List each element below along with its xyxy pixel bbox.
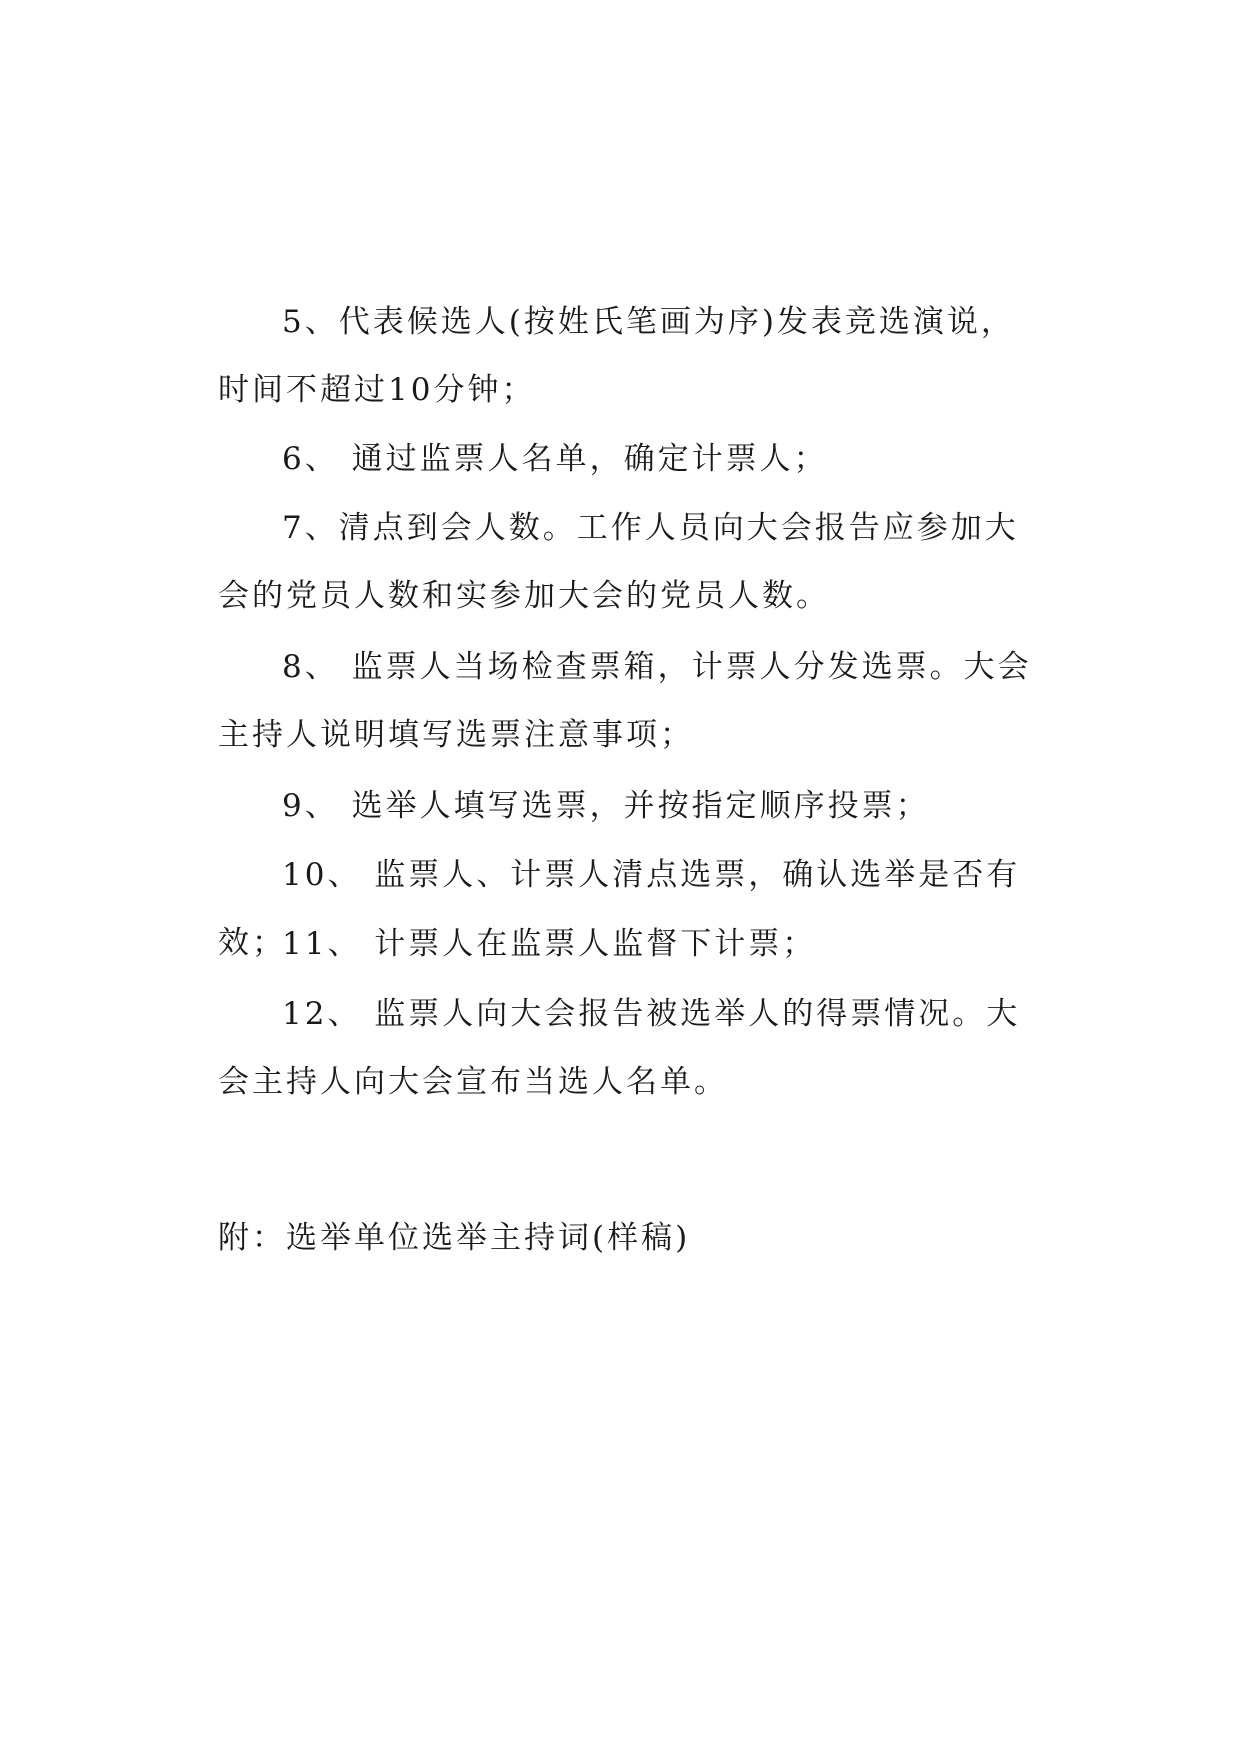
list-item: 12、 监票人向大会报告被选举人的得票情况。大会主持人向大会宣布当选人名单。	[218, 996, 1021, 1100]
appendix-note: 附：选举单位选举主持词(样稿)	[218, 1220, 691, 1256]
list-item: 5、代表候选人(按姓氏笔画为序)发表竞选演说，时间不超过10分钟；	[218, 304, 1015, 408]
list-item: 8、 监票人当场检查票箱，计票人分发选票。大会主持人说明填写选票注意事项；	[218, 649, 1032, 753]
list-item: 7、清点到会人数。工作人员向大会报告应参加大会的党员人数和实参加大会的党员人数。	[218, 510, 1019, 614]
list-item: 11、 计票人在监票人监督下计票；	[282, 926, 817, 962]
list-item: 6、 通过监票人名单，确定计票人；	[282, 441, 828, 477]
list-item: 10、 监票人、计票人清点选票，确认选举是否有效；	[218, 857, 1021, 961]
list-item: 9、 选举人填写选票，并按指定顺序投票；	[282, 788, 930, 824]
